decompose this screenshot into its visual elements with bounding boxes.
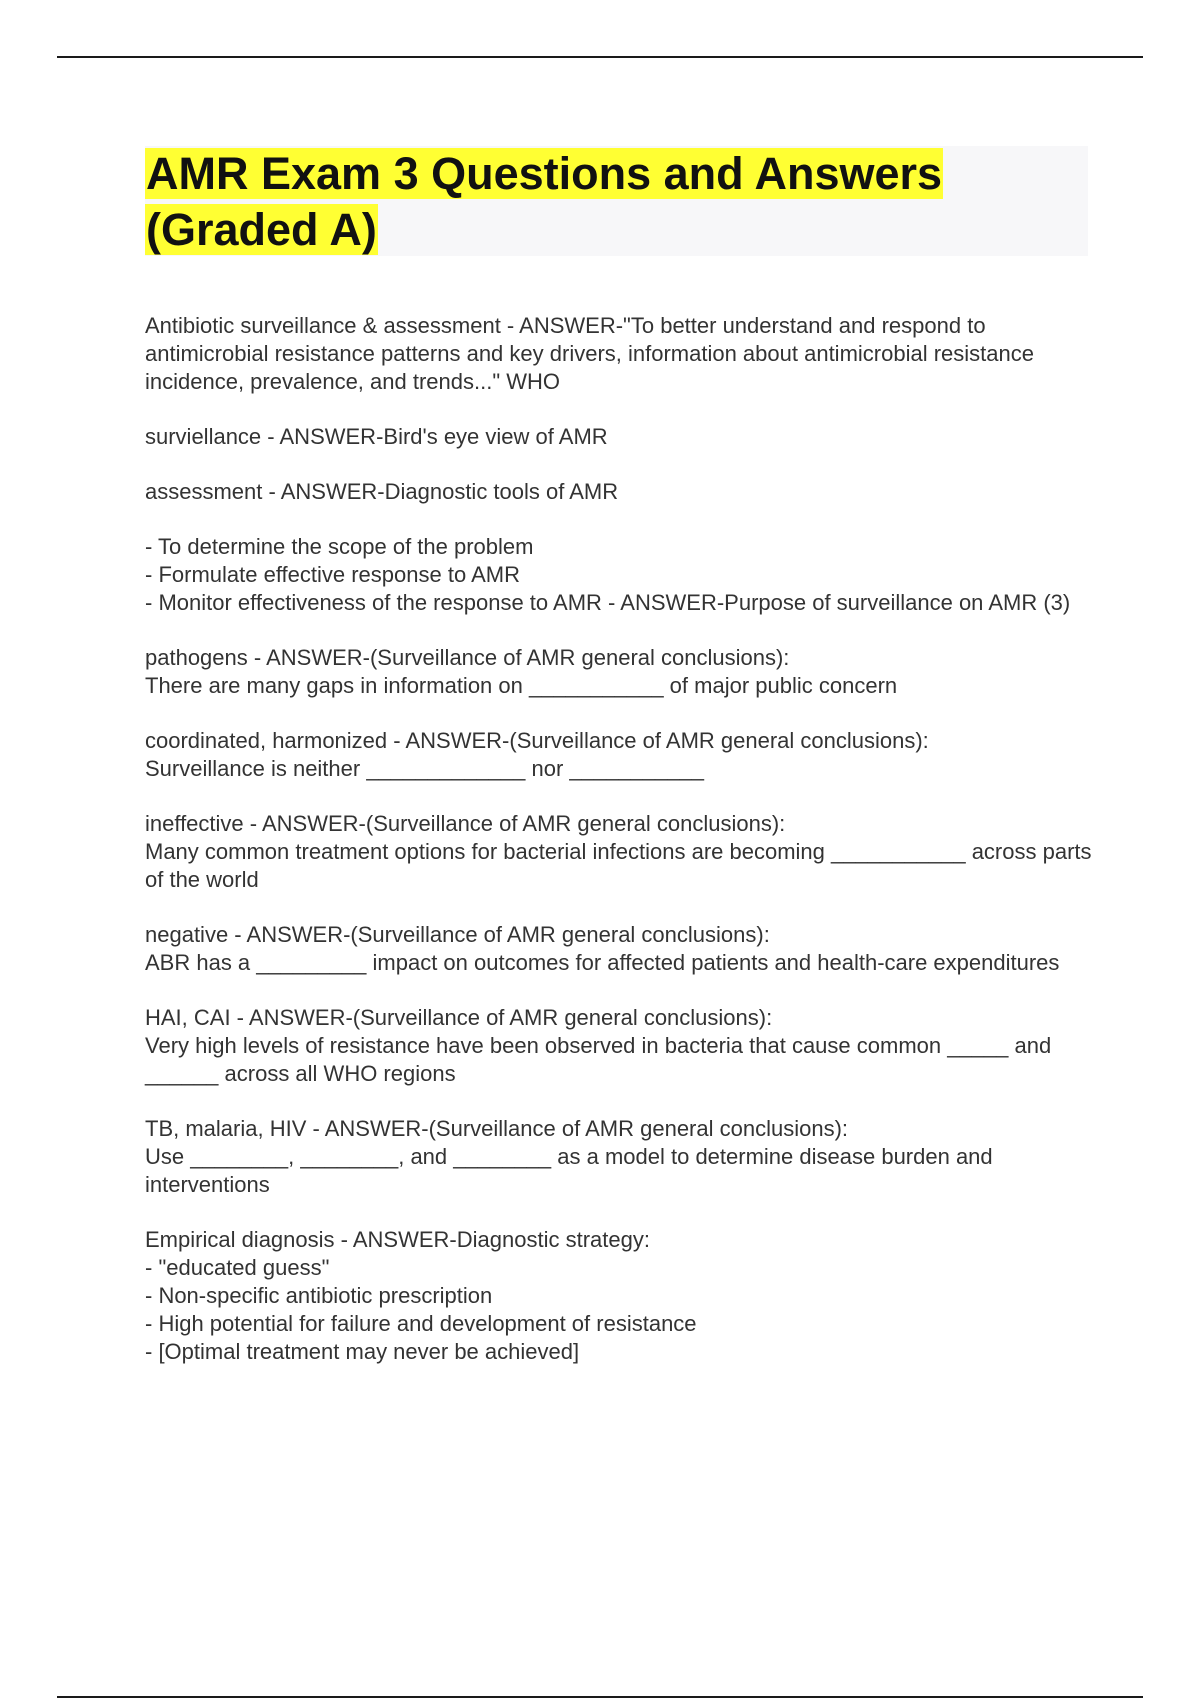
qa-entry: pathogens - ANSWER-(Surveillance of AMR general conclusions): There are many gaps in information on ___________ of major public concern (145, 645, 898, 698)
document-title (145, 146, 1088, 258)
qa-entry: Empirical diagnosis - ANSWER-Diagnostic strategy: - "educated guess" - Non-specific antibiotic prescription - High potential for failure and development of resistance - [Optimal treatment may never be achieved] (145, 1227, 697, 1364)
qa-entry: ineffective - ANSWER-(Surveillance of AMR general conclusions): Many common treatment options for bacterial infections are becoming ___________ across parts of the world (145, 811, 1092, 892)
title-block (145, 146, 1088, 256)
qa-list (145, 312, 1095, 1393)
qa-entry: HAI, CAI - ANSWER-(Surveillance of AMR general conclusions): Very high levels of resistance have been observed in bacteria that cause common _____ and ______ across all WHO regions (145, 1005, 1052, 1086)
qa-entry: - To determine the scope of the problem - Formulate effective response to AMR - Monitor effectiveness of the response to AMR - ANSWER-Purpose of surveillance on AMR (3) (145, 534, 1071, 615)
qa-entry: assessment - ANSWER-Diagnostic tools of AMR (145, 479, 619, 504)
qa-entry: coordinated, harmonized - ANSWER-(Surveillance of AMR general conclusions): Surveillance is neither _____________ nor ___________ (145, 728, 929, 781)
qa-entry: TB, malaria, HIV - ANSWER-(Surveillance of AMR general conclusions): Use ________, ________, and ________ as a model to determine disease burden and interventions (145, 1116, 993, 1197)
top-rule (57, 56, 1143, 58)
qa-entry: surviellance - ANSWER-Bird's eye view of AMR (145, 424, 608, 449)
title-highlight: AMR Exam 3 Questions and Answers (Graded A) (146, 148, 943, 255)
bottom-rule (57, 1696, 1143, 1698)
qa-entry: negative - ANSWER-(Surveillance of AMR general conclusions): ABR has a _________ impact on outcomes for affected patients and health-care expenditures (145, 922, 1060, 975)
qa-entry: Antibiotic surveillance & assessment - ANSWER-"To better understand and respond to antimicrobial resistance patterns and key drivers, information about antimicrobial resistance incidence, prevalence, and trends..." WHO (145, 313, 1041, 394)
